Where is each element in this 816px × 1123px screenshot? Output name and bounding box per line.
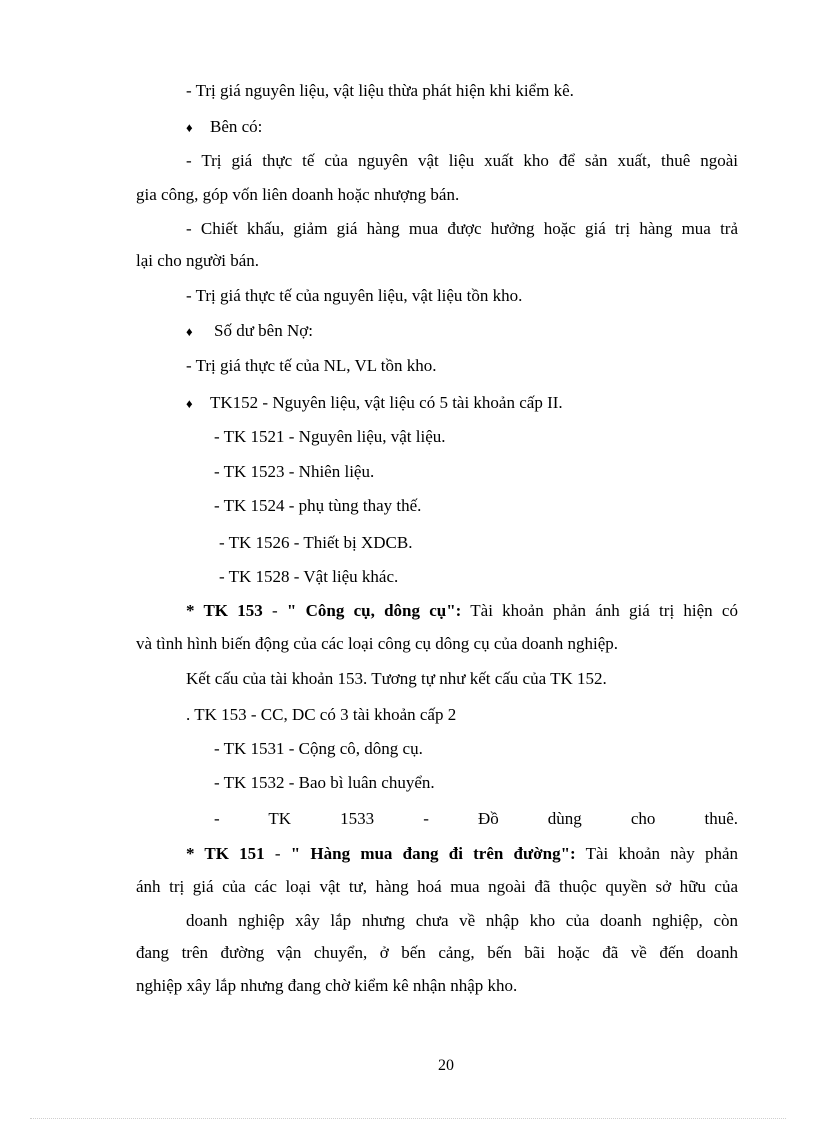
list-item: - TK 1526 - Thiết bị XDCB. <box>219 533 413 552</box>
separator: - <box>264 844 291 863</box>
text-line: - Trị giá thực tế của nguyên vật liệu xuất kho để sản xuất, thuê ngoài <box>186 151 738 170</box>
text-line: đang trên đường vận chuyển, ở bến cảng, bến bãi hoặc đã về đến doanh <box>136 943 738 962</box>
tk151-definition <box>186 843 738 865</box>
text-line: . TK 153 - CC, DC có 3 tài khoản cấp 2 <box>186 705 457 724</box>
list-item: - TK 1531 - Cộng cô, dông cụ. <box>214 739 423 758</box>
text-line: gia công, góp vốn liên doanh hoặc nhượng bán. <box>136 185 460 204</box>
diamond-bullet-icon: ♦ <box>186 396 193 411</box>
tk153-definition <box>186 600 738 622</box>
text-span: Tài khoản phản ánh giá trị hiện có <box>461 601 738 620</box>
list-item: - TK 1521 - Nguyên liệu, vật liệu. <box>214 427 446 446</box>
list-item: - TK 1533 - Đồ dùng cho thuê. <box>214 809 738 828</box>
heading-so-du <box>186 320 313 343</box>
heading-ben-co <box>186 116 262 139</box>
diamond-bullet-icon: ♦ <box>186 120 193 135</box>
text-line: và tình hình biến động của các loại công cụ dông cụ của doanh nghiệp. <box>136 634 618 653</box>
text-line: - Trị giá thực tế của NL, VL tồn kho. <box>186 356 437 375</box>
text-line: - Trị giá thực tế của nguyên liệu, vật liệu tồn kho. <box>186 286 523 305</box>
list-item: - TK 1524 - phụ tùng thay thế. <box>214 496 422 515</box>
bold-term: " Công cụ, dông cụ": <box>286 601 462 620</box>
page-bottom-divider <box>30 1118 786 1119</box>
text-line: nghiệp xây lắp nhưng đang chờ kiểm kê nhận nhập kho. <box>136 976 518 995</box>
text-span: Tài khoản này phản <box>575 844 739 863</box>
text-line: doanh nghiệp xây lắp nhưng chưa về nhập kho của doanh nghiệp, còn <box>186 911 738 930</box>
separator: - <box>262 601 287 620</box>
list-item: - TK 1523 - Nhiên liệu. <box>214 462 375 481</box>
heading-text: Số dư bên Nợ: <box>214 321 313 340</box>
bold-term: * TK 153 <box>186 601 263 620</box>
text-line: lại cho người bán. <box>136 251 260 270</box>
text-line: - Trị giá nguyên liệu, vật liệu thừa phát hiện khi kiểm kê. <box>186 81 574 100</box>
list-item: - TK 1532 - Bao bì luân chuyển. <box>214 773 435 792</box>
diamond-bullet-icon: ♦ <box>186 324 193 339</box>
bold-term: * TK 151 <box>186 844 265 863</box>
text-line: Kết cấu của tài khoản 153. Tương tự như kết cấu của TK 152. <box>186 669 607 688</box>
text-line: - Chiết khấu, giảm giá hàng mua được hưởng hoặc giá trị hàng mua trả <box>186 219 738 238</box>
heading-text: Bên có: <box>210 117 263 136</box>
list-item: - TK 1528 - Vật liệu khác. <box>219 567 399 586</box>
bold-term: " Hàng mua đang đi trên đường": <box>290 844 576 863</box>
text-line: ánh trị giá của các loại vật tư, hàng hoá mua ngoài đã thuộc quyền sở hữu của <box>136 877 738 896</box>
heading-text: TK152 - Nguyên liệu, vật liệu có 5 tài khoản cấp II. <box>210 393 563 412</box>
page-number: 20 <box>438 1057 454 1074</box>
heading-tk152 <box>186 392 563 415</box>
